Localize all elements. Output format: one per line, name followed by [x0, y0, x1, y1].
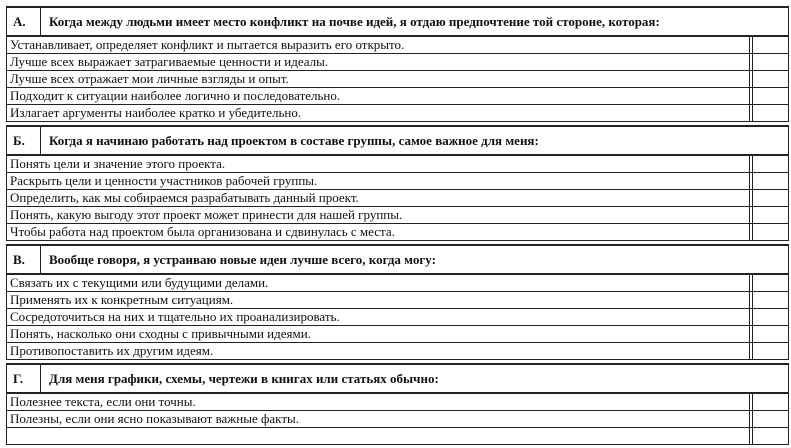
answer-cell[interactable]	[752, 292, 788, 309]
section-question: Когда между людьми имеет место конфликт на почве идей, я отдаю предпочтение той стороне, которая:	[41, 7, 789, 36]
option-text: Связать их с текущими или будущими делами.	[7, 274, 750, 292]
section-letter: В.	[7, 245, 41, 274]
option-row	[7, 173, 789, 190]
option-row	[7, 224, 789, 241]
option-row	[7, 343, 789, 360]
option-row	[7, 207, 789, 224]
answer-cell[interactable]	[752, 36, 788, 54]
answer-cell[interactable]	[752, 428, 788, 445]
section-header	[7, 7, 789, 36]
option-text: Подходит к ситуации наиболее логично и последовательно.	[7, 88, 750, 105]
option-text: Понять, насколько они сходны с привычными идеями.	[7, 326, 750, 343]
answer-cell[interactable]	[752, 326, 788, 343]
answer-cell[interactable]	[752, 190, 788, 207]
answer-cell[interactable]	[752, 343, 788, 360]
option-text: Лучше всех отражает мои личные взгляды и опыт.	[7, 71, 750, 88]
option-row	[7, 274, 789, 292]
answer-cell[interactable]	[752, 155, 788, 173]
option-row	[7, 54, 789, 71]
section-letter: А.	[7, 7, 41, 36]
answer-cell[interactable]	[752, 393, 788, 411]
answer-cell[interactable]	[752, 274, 788, 292]
option-row	[7, 88, 789, 105]
section-header	[7, 245, 789, 274]
answer-cell[interactable]	[752, 173, 788, 190]
option-text: Понять цели и значение этого проекта.	[7, 155, 750, 173]
answer-cell[interactable]	[752, 88, 788, 105]
answer-cell[interactable]	[752, 411, 788, 428]
option-row	[7, 326, 789, 343]
section-header	[7, 364, 789, 393]
option-text: Противопоставить их другим идеям.	[7, 343, 750, 360]
answer-cell[interactable]	[752, 207, 788, 224]
section-question: Когда я начинаю работать над проектом в составе группы, самое важное для меня:	[41, 126, 789, 155]
option-row	[7, 292, 789, 309]
option-text: Полезны, если они ясно показывают важные факты.	[7, 411, 750, 428]
option-row	[7, 155, 789, 173]
option-text: Полезнее текста, если они точны.	[7, 393, 750, 411]
answer-cell[interactable]	[752, 71, 788, 88]
option-row	[7, 71, 789, 88]
option-text: Чтобы работа над проектом была организована и сдвинулась с места.	[7, 224, 750, 241]
answer-cell[interactable]	[752, 54, 788, 71]
questionnaire-table	[6, 6, 789, 445]
option-text: Раскрыть цели и ценности участников рабочей группы.	[7, 173, 750, 190]
option-row	[7, 411, 789, 428]
answer-cell[interactable]	[752, 309, 788, 326]
answer-cell[interactable]	[752, 105, 788, 122]
section-header	[7, 126, 789, 155]
option-text: Определить, как мы собираемся разрабатывать данный проект.	[7, 190, 750, 207]
option-row	[7, 190, 789, 207]
section-letter: Г.	[7, 364, 41, 393]
option-text: Применять их к конкретным ситуациям.	[7, 292, 750, 309]
section-question: Для меня графики, схемы, чертежи в книгах или статьях обычно:	[41, 364, 789, 393]
option-row	[7, 309, 789, 326]
option-text: Лучше всех выражает затрагиваемые ценности и идеалы.	[7, 54, 750, 71]
option-row	[7, 36, 789, 54]
section-question: Вообще говоря, я устраиваю новые идеи лучше всего, когда могу:	[41, 245, 789, 274]
option-row	[7, 393, 789, 411]
option-text	[7, 428, 750, 445]
answer-cell[interactable]	[752, 224, 788, 241]
option-row	[7, 428, 789, 445]
option-row	[7, 105, 789, 122]
option-text: Понять, какую выгоду этот проект может принести для нашей группы.	[7, 207, 750, 224]
section-letter: Б.	[7, 126, 41, 155]
option-text: Сосредоточиться на них и тщательно их проанализировать.	[7, 309, 750, 326]
option-text: Излагает аргументы наиболее кратко и убедительно.	[7, 105, 750, 122]
option-text: Устанавливает, определяет конфликт и пытается выразить его открыто.	[7, 36, 750, 54]
